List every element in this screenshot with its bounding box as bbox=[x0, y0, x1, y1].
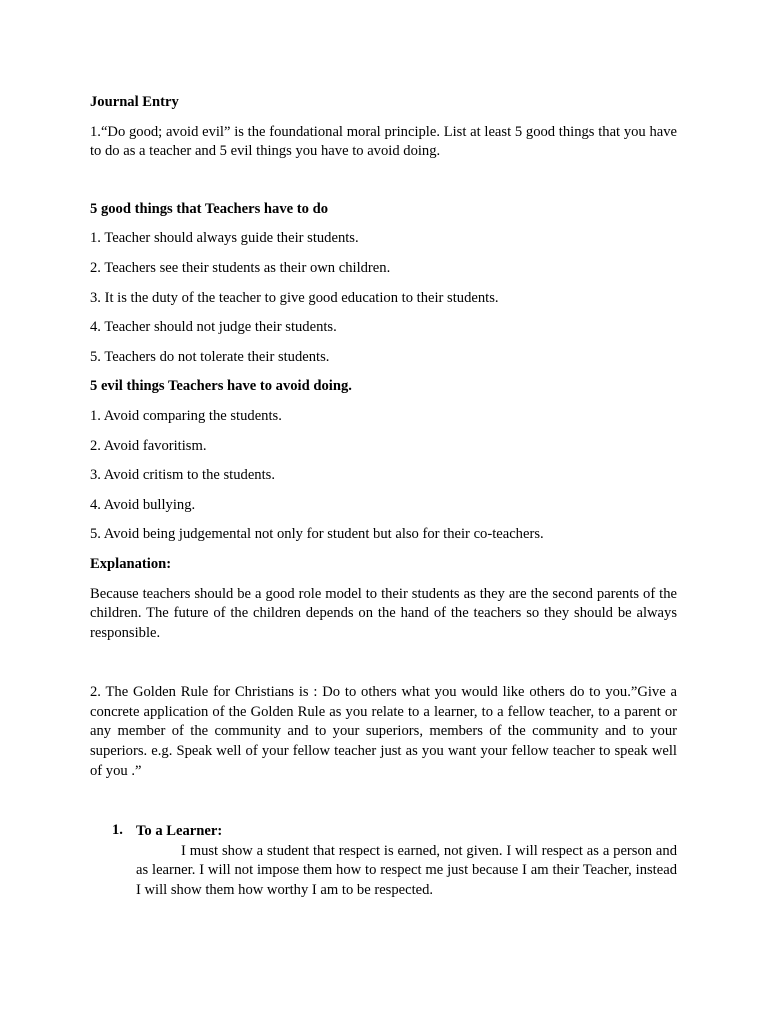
learner-text: I must show a student that respect is earned, not given. I will respect as a person and as learner. I will not impose them how to respect me just because I am their Teacher, instead I will show them how worthy I am to be respected. bbox=[136, 842, 677, 899]
evil-item-4: 4. Avoid bullying. bbox=[90, 496, 196, 513]
evil-things-heading: 5 evil things Teachers have to avoid doing. bbox=[90, 378, 352, 395]
explanation-text: Because teachers should be a good role model to their students as they are the second parents of the children. The future of the children depends on the hand of the teachers so they should be always responsible. bbox=[90, 585, 677, 641]
good-item-1: 1. Teacher should always guide their students. bbox=[90, 230, 359, 247]
good-item-5: 5. Teachers do not tolerate their students. bbox=[90, 348, 330, 365]
evil-item-2: 2. Avoid favoritism. bbox=[90, 437, 207, 454]
evil-item-1: 1. Avoid comparing the students. bbox=[90, 407, 282, 424]
learner-heading: To a Learner: bbox=[136, 823, 223, 840]
learner-number: 1. bbox=[112, 822, 123, 839]
question-2: 2. The Golden Rule for Christians is : Do to others what you would like others do to you.”Give a concrete application of the Golden Rule as you relate to a learner, to a fellow teacher, to a parent or any member of the community and to your superiors, members of the community and to your superiors. e.g. Speak well of your fellow teacher just as you want your fellow teacher to speak well of you .” bbox=[90, 684, 677, 779]
good-item-3: 3. It is the duty of the teacher to give good education to their students. bbox=[90, 289, 499, 306]
good-item-2: 2. Teachers see their students as their own children. bbox=[90, 259, 391, 276]
document-page bbox=[90, 93, 677, 901]
explanation-heading: Explanation: bbox=[90, 555, 172, 572]
evil-item-5: 5. Avoid being judgemental not only for student but also for their co-teachers. bbox=[90, 526, 544, 543]
journal-title: Journal Entry bbox=[90, 94, 179, 110]
good-things-heading: 5 good things that Teachers have to do bbox=[90, 200, 328, 217]
learner-section bbox=[90, 822, 677, 900]
evil-item-3: 3. Avoid critism to the students. bbox=[90, 467, 275, 484]
question-1: 1.“Do good; avoid evil” is the foundational moral principle. List at least 5 good things that you have to do as a teacher and 5 evil things you have to avoid doing. bbox=[90, 123, 677, 160]
good-item-4: 4. Teacher should not judge their students. bbox=[90, 319, 337, 336]
